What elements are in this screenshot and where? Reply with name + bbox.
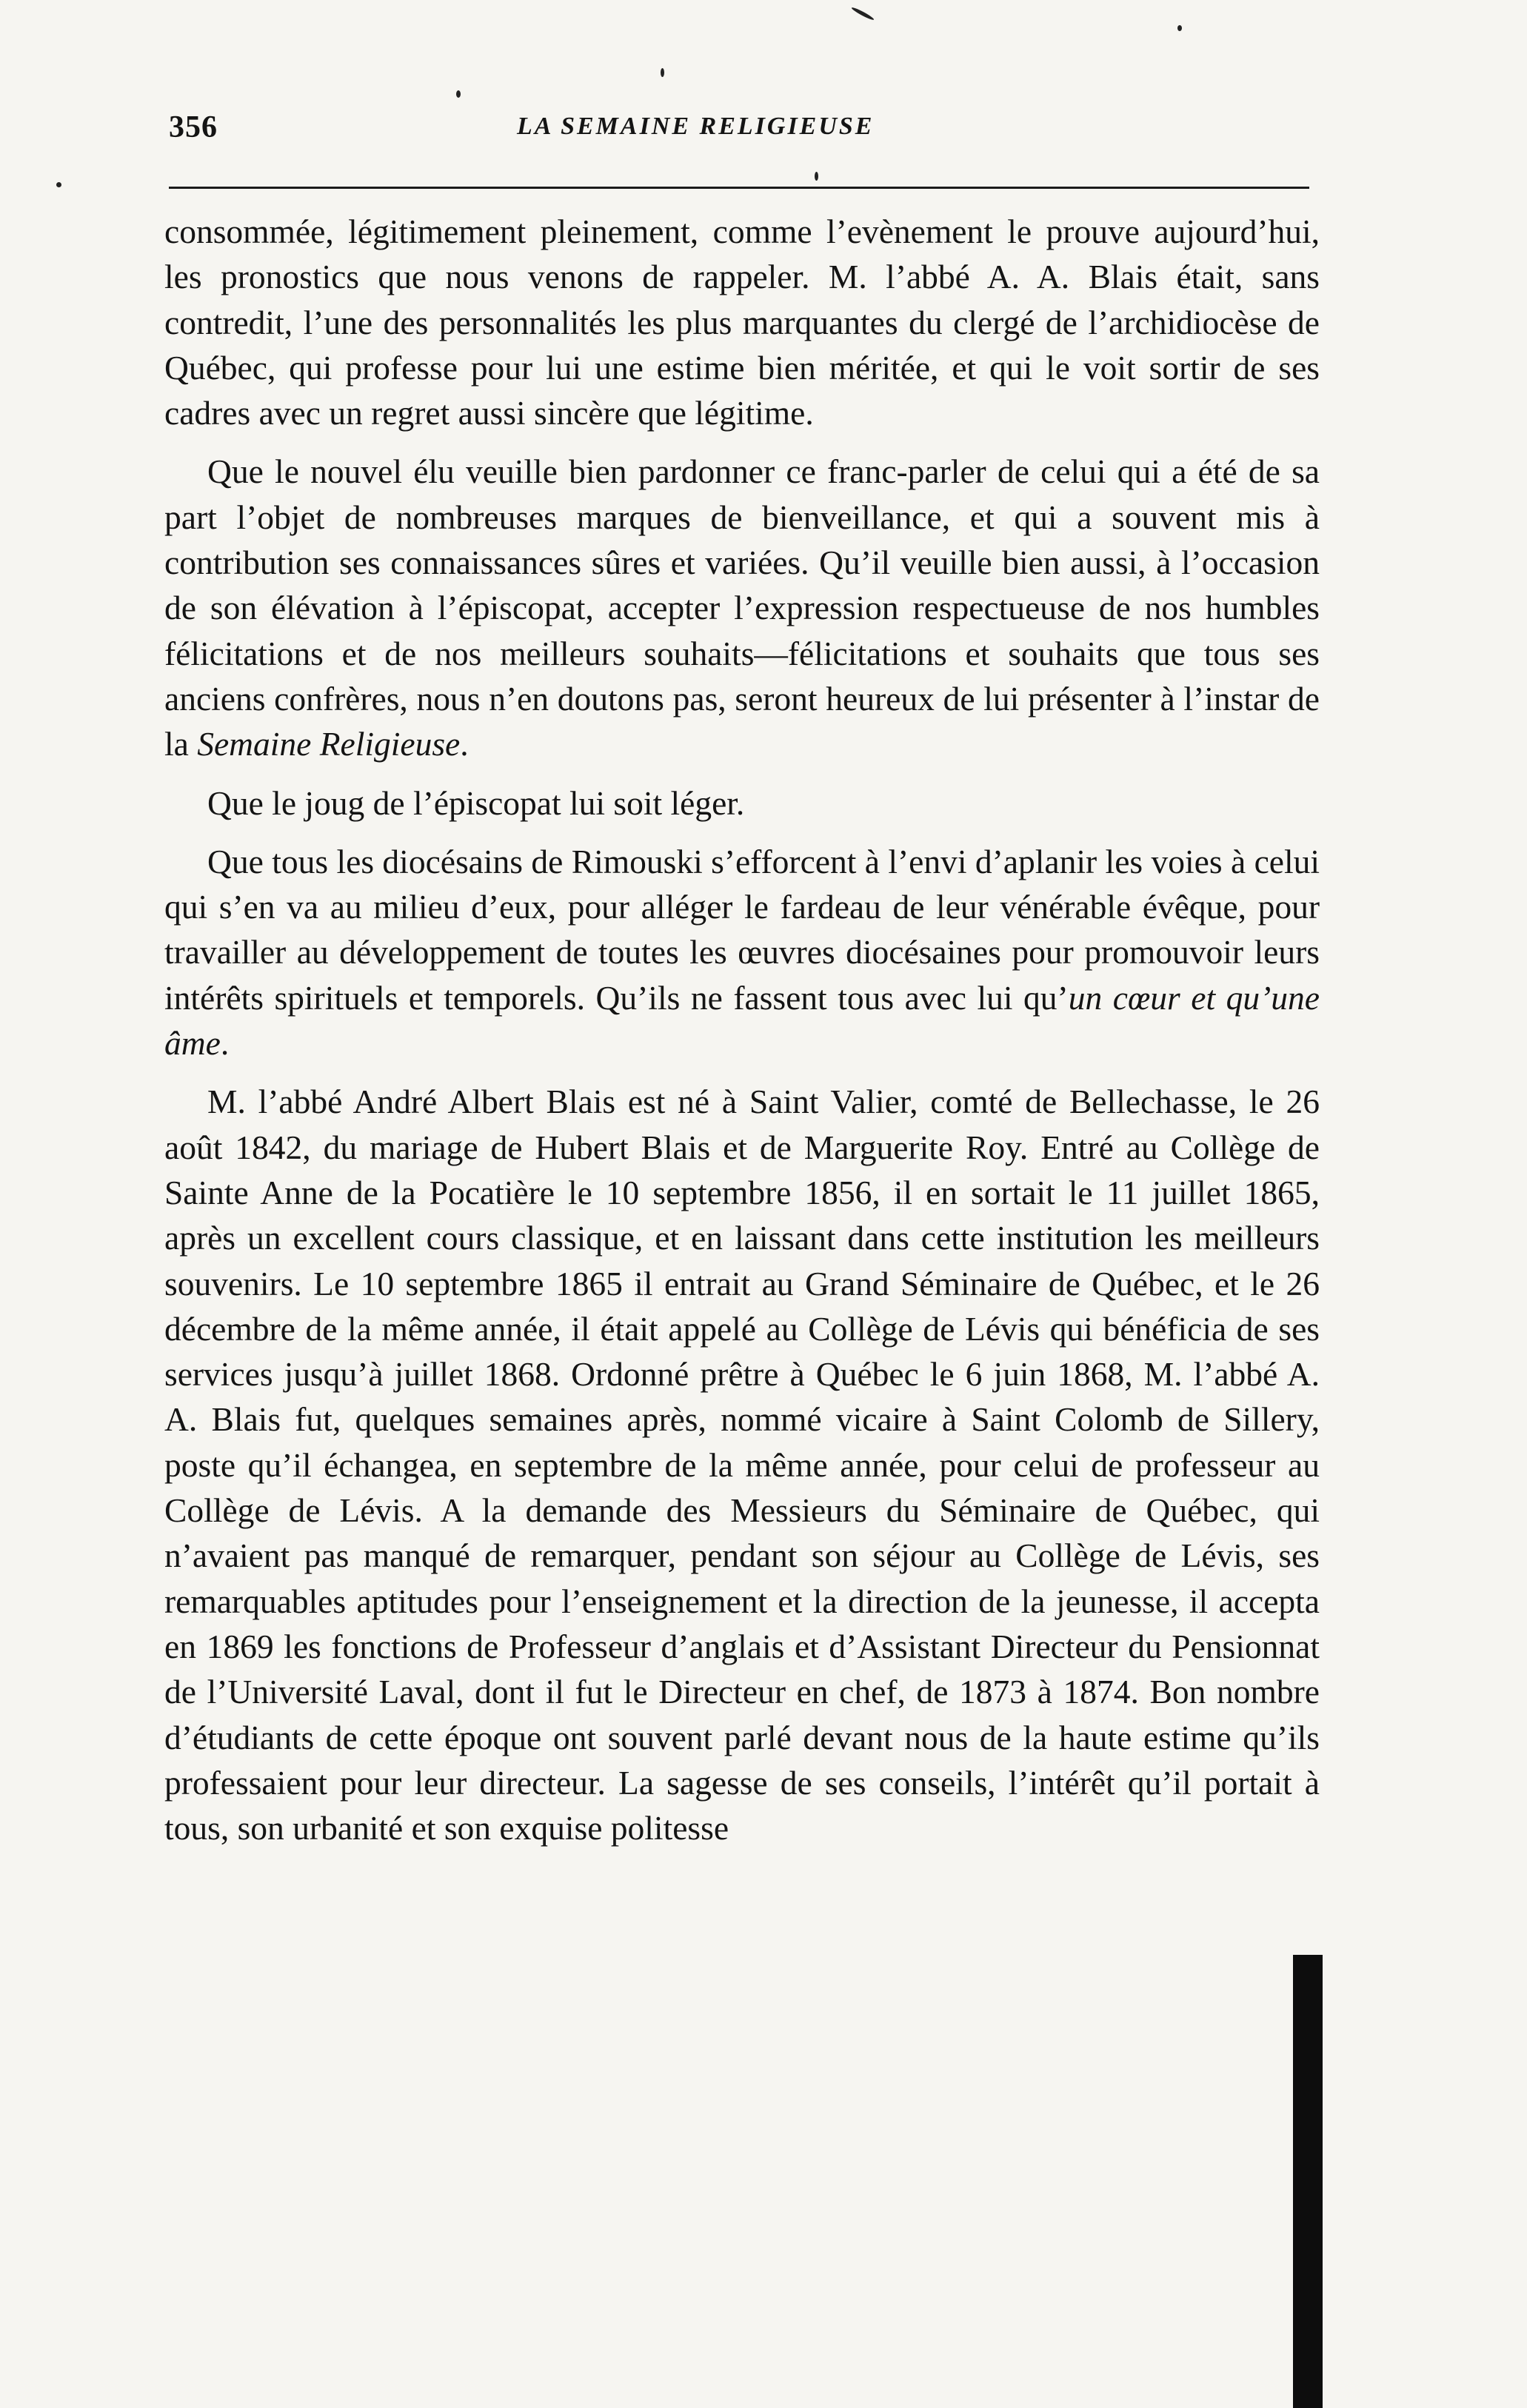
body-text — [164, 209, 1320, 1864]
journal-title: Semaine Religieuse — [197, 725, 461, 763]
scan-speck — [1177, 25, 1182, 31]
paragraph: Que le nouvel élu veuille bien pardonner ce franc-parler de celui qui a été de sa part l’objet de nombreuses marques de bienveillance, et qui a souvent mis à contribution ses connaissances sûres et variées. Qu’il veuille bien aussi, à l’occasion de son élévation à l’épiscopat, accepter l’expression respectueuse de nos humbles félicitations et de nos meilleurs souhaits—félicitations et souhaits que tous ses anciens confrères, nous n’en doutons pas, seront heureux de lui présenter à l’instar de la Semaine Religieuse. — [164, 452, 1320, 763]
scan-speck — [661, 68, 664, 77]
running-title: LA SEMAINE RELIGIEUSE — [517, 113, 875, 140]
scan-speck — [456, 90, 461, 98]
scan-speck — [56, 182, 61, 187]
paragraph: Que le joug de l’épiscopat lui soit léger. — [207, 783, 745, 822]
header-rule — [169, 187, 1309, 189]
italic-phrase: un cœur et qu’une âme — [164, 978, 1320, 1063]
page-number: 356 — [169, 110, 218, 144]
paragraph: Que tous les diocésains de Rimouski s’efforcent à l’envi d’aplanir les voies à celui qui s’en va au milieu d’eux, pour alléger le fardeau de leur vénérable évêque, pour travailler au développement de toutes les œuvres diocésaines pour promouvoir leurs intérêts spirituels et temporels. Qu’ils ne fassent tous avec lui qu’un cœur et qu’une âme. — [164, 842, 1320, 1063]
paragraph: consommée, légitimement pleinement, comme l’evènement le prouve aujourd’hui, les pronostics que nous venons de rappeler. M. l’abbé A. A. Blais était, sans contredit, l’une des personnalités les plus marquantes du clergé de l’archidiocèse de Québec, qui professe pour lui une estime bien méritée, et qui le voit sortir de ses cadres avec un regret aussi sincère que légitime. — [164, 213, 1320, 432]
scan-speck — [851, 6, 875, 21]
scan-speck — [815, 172, 818, 181]
scan-edge-shadow — [1293, 1955, 1323, 2408]
paragraph: M. l’abbé André Albert Blais est né à Saint Valier, comté de Bellechasse, le 26 août 1842, du mariage de Hubert Blais et de Marguerite Roy. Entré au Collège de Sainte Anne de la Pocatière le 10 septembre 1856, il en sortait le 11 juillet 1865, après un excellent cours classique, et en laissant dans cette institution les meilleurs souvenirs. Le 10 septembre 1865 il entrait au Grand Séminaire de Québec, et le 26 décembre de la même année, il était appelé au Collège de Lévis qui bénéficia de ses services jusqu’à juillet 1868. Ordonné prêtre à Québec le 6 juin 1868, M. l’abbé A. A. Blais fut, quelques semaines après, nommé vicaire à Saint Colomb de Sillery, poste qu’il échangea, en septembre de la même année, pour celui de professeur au Collège de Lévis. A la demande des Messieurs du Séminaire de Québec, qui n’avaient pas manqué de remarquer, pendant son séjour au Collège de Lévis, ses remarquables aptitudes pour l’enseignement et la direction de la jeunesse, il accepta en 1869 les fonctions de Professeur d’anglais et d’Assistant Directeur du Pensionnat de l’Université Laval, dont il fut le Directeur en chef, de 1873 à 1874. Bon nombre d’étudiants de cette époque ont souvent parlé devant nous de la haute estime qu’ils professaient pour leur directeur. La sagesse de ses conseils, l’intérêt qu’il portait à tous, son urbanité et son exquise politesse — [164, 1083, 1320, 1847]
page-header — [169, 110, 1309, 161]
